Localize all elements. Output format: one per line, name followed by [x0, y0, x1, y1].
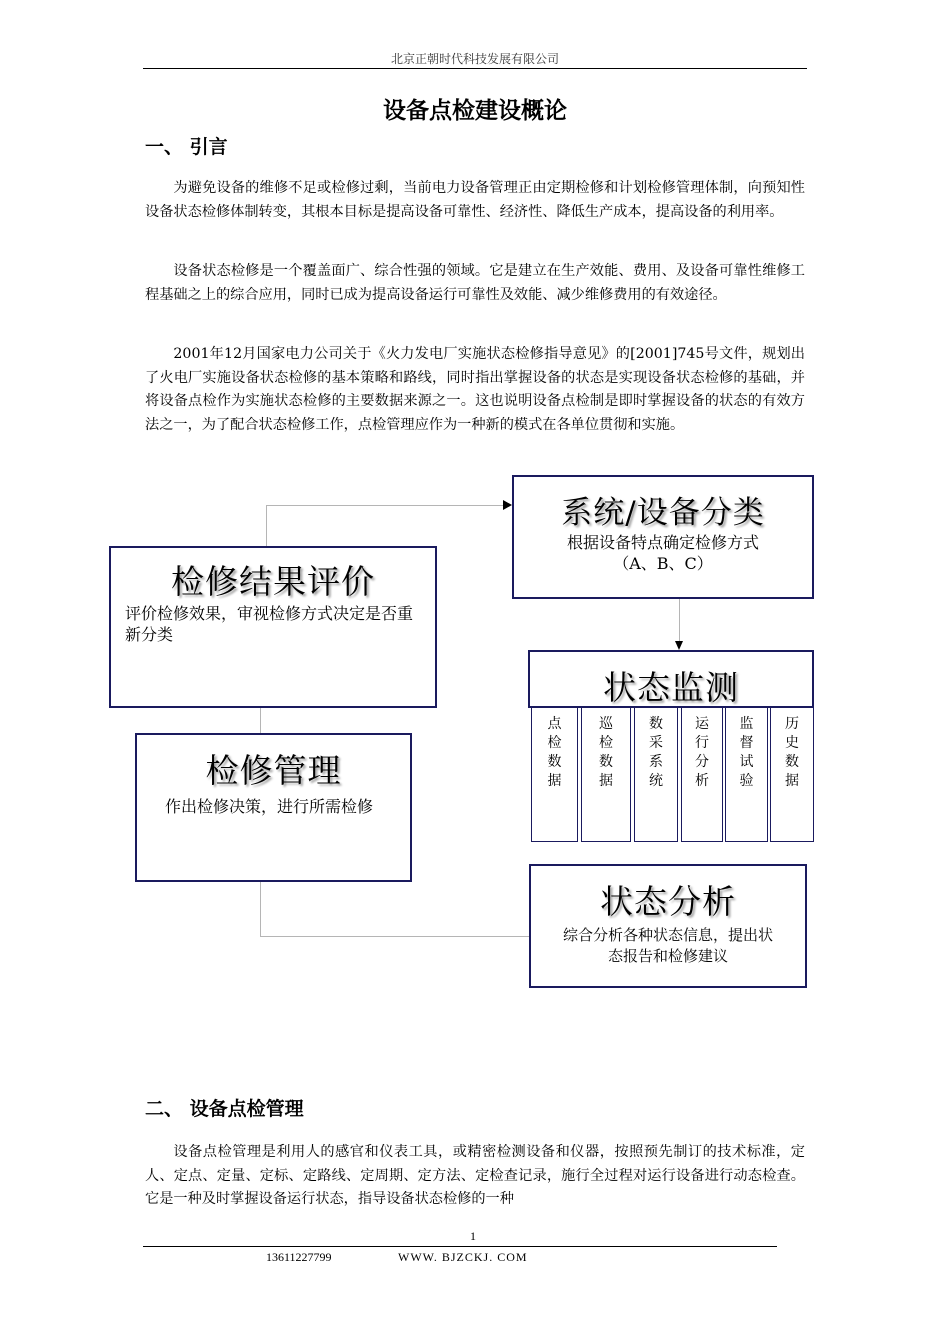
monitor-column-label: 监 督 试 验: [739, 716, 754, 789]
monitor-box: [528, 650, 814, 708]
classify-desc-line2: （A、B、C）: [613, 554, 713, 573]
monitor-column-label: 运 行 分 析: [695, 716, 709, 789]
section2-paragraph: 设备点检管理是利用人的感官和仪表工具，或精密检测设备和仪器，按照预先制订的技术标准，定人、定点、定量、定标、定路线、定周期、定方法、定检查记录，施行全过程对运行设备进行动态检查。它是一种及时掌握设备运行状态，指导设备状态检修的一种: [145, 1144, 805, 1207]
connector-classify-monitor: [679, 598, 680, 642]
monitor-column: [770, 706, 814, 842]
header-rule: [143, 68, 807, 69]
evaluate-desc: 评价检修效果，审视检修方式决定是否重新分类: [125, 604, 414, 644]
page-title: 设备点检建设概论: [383, 98, 567, 124]
section1-paragraph-3: 2001年12月国家电力公司关于《火力发电厂实施状态检修指导意见》的[2001]745号文件，规划出了火电厂实施设备状态检修的基本策略和路线，同时指出掌握设备的状态是实现设备状态检修的基础，并将设备点检作为实施状态检修的主要数据来源之一。这也说明设备点检制是即时掌握设备的状态的有效方法之一，为了配合状态检修工作，点检管理应作为一种新的模式在各单位贯彻和实施。: [145, 346, 805, 433]
manage-box: [135, 733, 412, 882]
connector-analysis-manage: [260, 936, 530, 937]
evaluate-title: 检修结果评价: [171, 562, 375, 601]
evaluate-box: [109, 546, 437, 708]
arrow-right-icon: [503, 500, 512, 510]
analysis-desc-line1: 综合分析各种状态信息，提出状: [562, 926, 773, 944]
monitor-column: [681, 706, 723, 842]
manage-title: 检修管理: [205, 751, 342, 790]
connector-evaluate-manage: [260, 707, 261, 734]
analysis-desc-line2: 态报告和检修建议: [607, 947, 728, 965]
footer-rule: [143, 1246, 777, 1247]
section1-paragraph-1: 为避免设备的维修不足或检修过剩，当前电力设备管理正由定期检修和计划检修管理体制，向预知性设备状态检修体制转变，其根本目标是提高设备可靠性、经济性、降低生产成本，提高设备的利用率。: [145, 180, 805, 220]
monitor-column: [581, 706, 631, 842]
monitor-title: 状态监测: [603, 668, 739, 707]
footer-phone: 13611227799: [266, 1250, 332, 1264]
analysis-title: 状态分析: [600, 882, 736, 921]
classify-desc-line1: 根据设备特点确定检修方式: [566, 533, 759, 552]
section2-heading: 二、 设备点检管理: [145, 1098, 304, 1120]
section1-paragraph-2: 设备状态检修是一个覆盖面广、综合性强的领域。它是建立在生产效能、费用、及设备可靠性维修工程基础之上的综合应用，同时已成为提高设备运行可靠性及效能、减少维修费用的有效途径。: [145, 263, 805, 303]
monitor-column: [531, 706, 578, 842]
manage-desc: 作出检修决策，进行所需检修: [165, 797, 374, 816]
monitor-column-label: 数 采 系 统: [649, 716, 663, 789]
classify-box: [512, 475, 814, 599]
monitor-column: [634, 706, 678, 842]
analysis-box: [529, 864, 807, 988]
footer-website: WWW. BJZCKJ. COM: [398, 1250, 528, 1264]
monitor-column-label: 点 检 数 据: [547, 716, 562, 789]
monitor-column-label: 巡 检 数 据: [599, 716, 613, 789]
monitor-column-label: 历 史 数 据: [785, 716, 799, 789]
page-number: 1: [470, 1229, 476, 1243]
classify-title: 系统/设备分类: [561, 495, 765, 531]
section1-heading: 一、 引言: [145, 136, 228, 158]
arrow-down-icon: [675, 641, 683, 650]
monitor-column: [725, 706, 768, 842]
connector-evaluate-up: [266, 505, 267, 547]
connector-analysis-up: [260, 874, 261, 937]
header-company: 北京正朝时代科技发展有限公司: [390, 52, 559, 66]
connector-to-classify: [266, 505, 504, 506]
